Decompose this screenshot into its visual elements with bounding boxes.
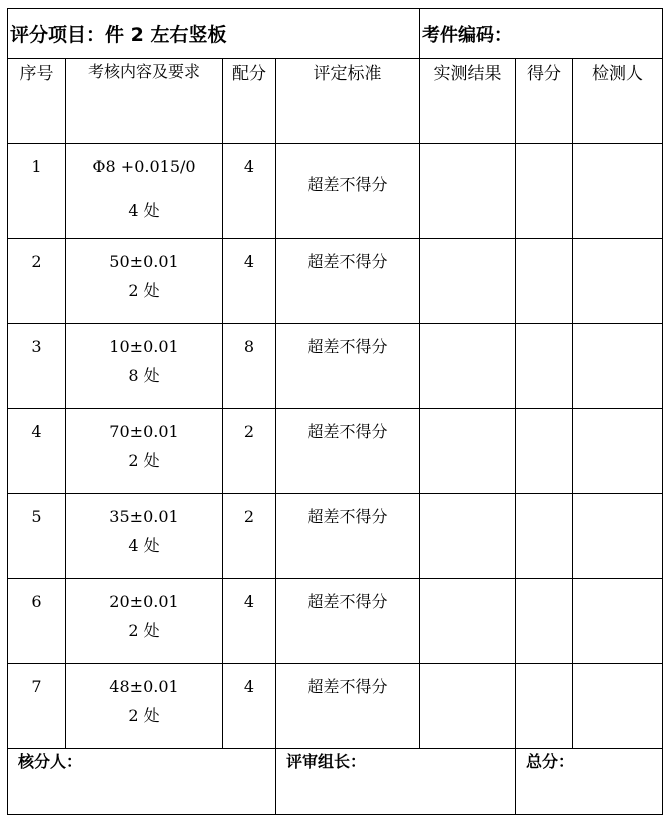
row-qty: 2 处 — [128, 451, 160, 470]
row-points: 2 — [243, 507, 255, 526]
row-seq: 2 — [31, 252, 42, 271]
row-score-cell[interactable] — [516, 579, 573, 664]
row-spec: 10±0.01 — [109, 337, 179, 356]
row-seq: 1 — [31, 157, 42, 176]
col-header-inspector: 检测人 — [573, 59, 663, 144]
row-spec: 35±0.01 — [109, 507, 179, 526]
row-inspector-cell[interactable] — [573, 664, 663, 749]
col-header-score: 得分 — [516, 59, 573, 144]
row-standard: 超差不得分 — [307, 507, 388, 526]
row-qty: 4 处 — [128, 536, 160, 555]
row-spec: 20±0.01 — [109, 592, 179, 611]
row-inspector-cell[interactable] — [573, 239, 663, 324]
col-header-seq: 序号 — [8, 59, 66, 144]
row-standard: 超差不得分 — [307, 592, 388, 611]
row-qty: 2 处 — [128, 621, 160, 640]
exam-code-field[interactable]: 考件编码： — [420, 9, 663, 59]
row-spec: 50±0.01 — [109, 252, 179, 271]
row-points: 2 — [243, 422, 255, 441]
row-points: 8 — [243, 337, 255, 356]
col-header-points: 配分 — [223, 59, 276, 144]
row-points: 4 — [243, 592, 255, 611]
table-row — [8, 494, 663, 579]
col-header-content: 考核内容及要求 — [66, 59, 223, 144]
row-points: 4 — [243, 677, 255, 696]
table-row — [8, 409, 663, 494]
row-score-cell[interactable] — [516, 239, 573, 324]
title-row — [8, 9, 663, 59]
row-seq: 6 — [31, 592, 42, 611]
footer-row — [8, 749, 663, 815]
row-standard: 超差不得分 — [307, 252, 388, 271]
row-standard: 超差不得分 — [307, 337, 388, 356]
row-qty: 2 处 — [128, 281, 160, 300]
row-measured-cell[interactable] — [420, 239, 516, 324]
row-score-cell[interactable] — [516, 494, 573, 579]
row-measured-cell[interactable] — [420, 324, 516, 409]
row-seq: 4 — [31, 422, 42, 441]
row-measured-cell[interactable] — [420, 664, 516, 749]
total-score-field[interactable]: 总分： — [516, 749, 663, 815]
row-inspector-cell[interactable] — [573, 409, 663, 494]
table-row — [8, 664, 663, 749]
row-measured-cell[interactable] — [420, 409, 516, 494]
row-spec: 70±0.01 — [109, 422, 179, 441]
row-inspector-cell[interactable] — [573, 144, 663, 239]
row-score-cell[interactable] — [516, 409, 573, 494]
row-score-cell[interactable] — [516, 324, 573, 409]
row-spec: Φ8 +0.015/0 — [92, 157, 196, 176]
row-inspector-cell[interactable] — [573, 494, 663, 579]
row-inspector-cell[interactable] — [573, 579, 663, 664]
row-score-cell[interactable] — [516, 664, 573, 749]
row-measured-cell[interactable] — [420, 579, 516, 664]
scoring-table — [7, 8, 663, 815]
review-leader-field[interactable]: 评审组长： — [276, 749, 516, 815]
project-title: 评分项目：件 2 左右竖板 — [8, 9, 420, 59]
row-seq: 5 — [31, 507, 42, 526]
row-standard: 超差不得分 — [307, 175, 388, 194]
scorer-field[interactable]: 核分人： — [8, 749, 276, 815]
table-row — [8, 579, 663, 664]
row-measured-cell[interactable] — [420, 494, 516, 579]
row-qty: 2 处 — [128, 706, 160, 725]
col-header-standard: 评定标准 — [276, 59, 420, 144]
row-standard: 超差不得分 — [307, 677, 388, 696]
row-seq: 7 — [31, 677, 42, 696]
row-score-cell[interactable] — [516, 144, 573, 239]
table-row — [8, 239, 663, 324]
row-measured-cell[interactable] — [420, 144, 516, 239]
table-row — [8, 324, 663, 409]
row-points: 4 — [243, 252, 255, 271]
row-seq: 3 — [31, 337, 42, 356]
row-standard: 超差不得分 — [307, 422, 388, 441]
col-header-measured: 实测结果 — [420, 59, 516, 144]
table-row — [8, 144, 663, 239]
row-points: 4 — [243, 157, 255, 176]
row-spec: 48±0.01 — [109, 677, 179, 696]
header-row — [8, 59, 663, 144]
row-qty: 8 处 — [128, 366, 160, 385]
row-inspector-cell[interactable] — [573, 324, 663, 409]
row-qty: 4 处 — [128, 201, 160, 220]
